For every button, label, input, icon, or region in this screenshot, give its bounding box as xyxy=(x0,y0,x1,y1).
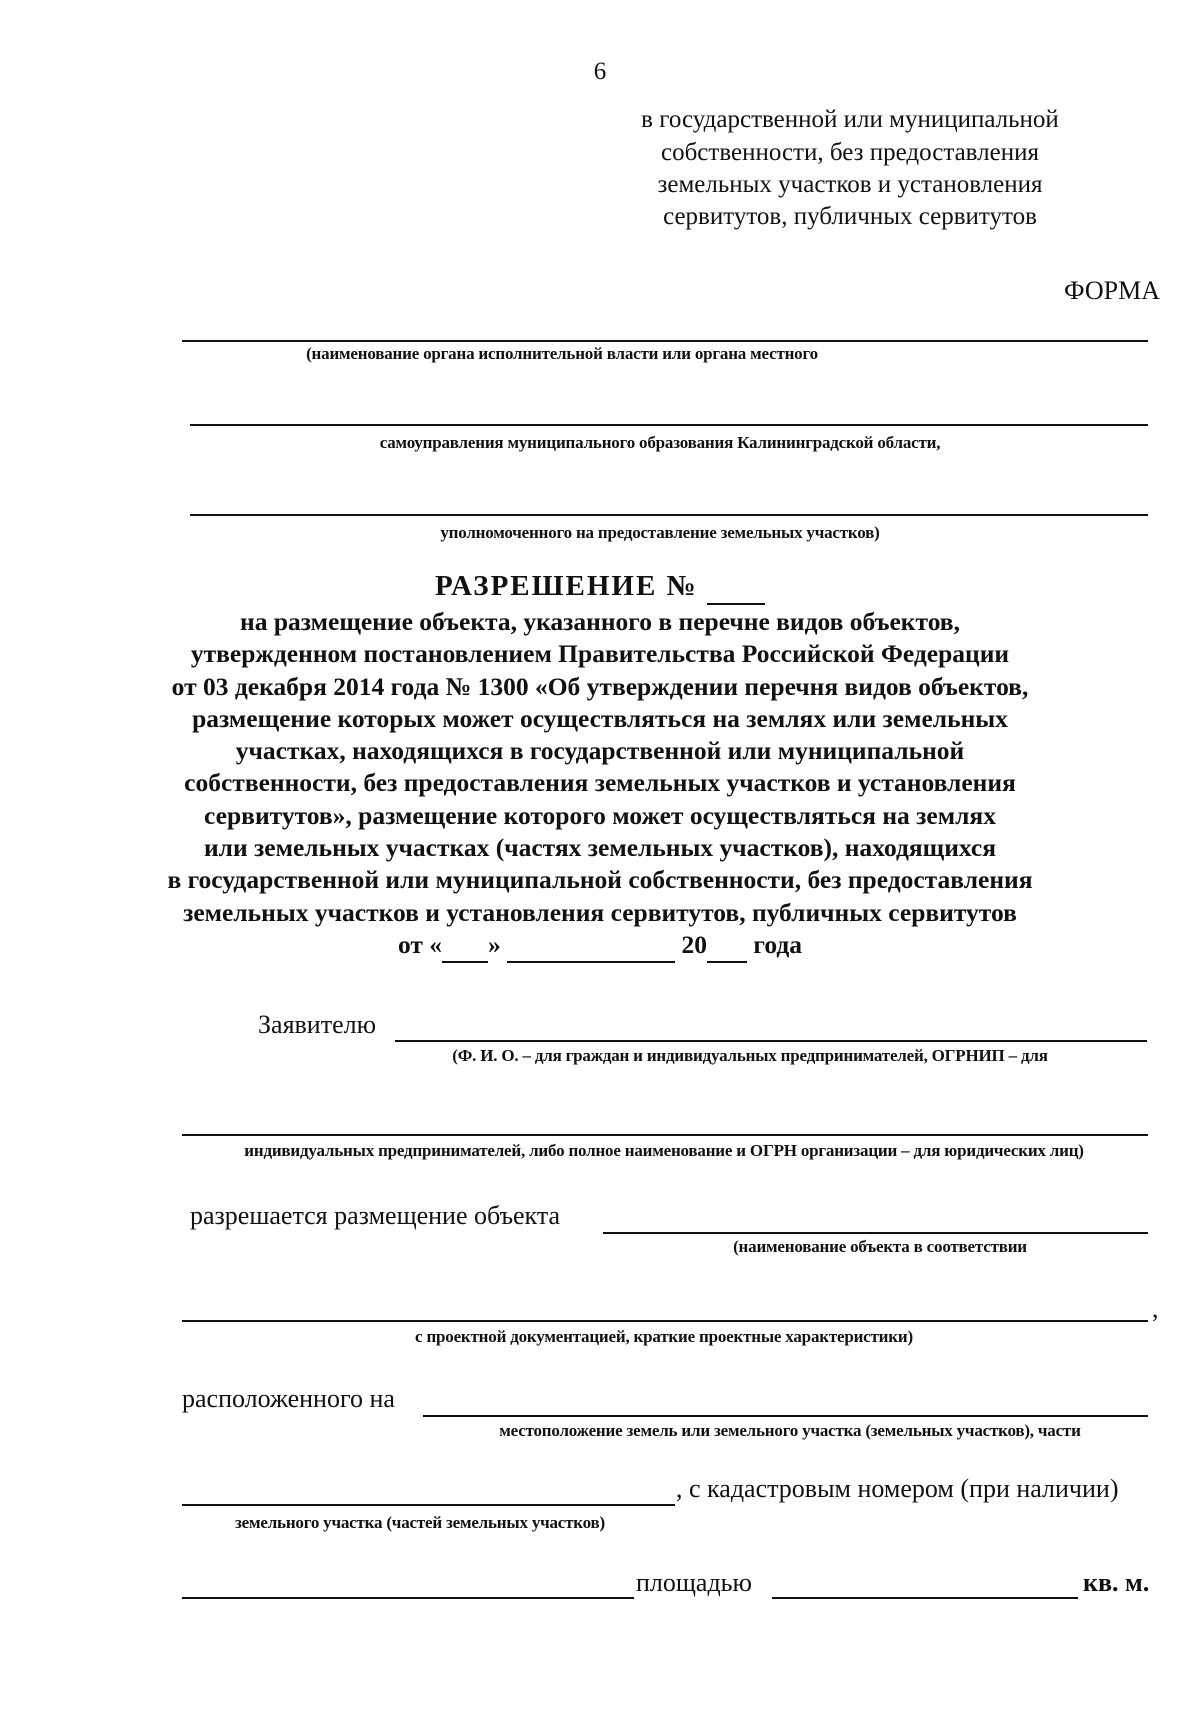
header-line-4: сервитутов, публичных сервитутов xyxy=(663,203,1037,230)
authority-caption-3: уполномоченного на предоставление земельных участков) xyxy=(440,523,880,542)
object-caption-1: (наименование объекта в соответствии xyxy=(733,1237,1027,1256)
applicant-caption-1: (Ф. И. О. – для граждан и индивидуальных предпринимателей, ОГРНИП – для xyxy=(452,1046,1048,1065)
date-day-blank[interactable] xyxy=(442,929,488,963)
date-suffix: года xyxy=(753,929,803,959)
body-line-9: в государственной или муниципальной собственности, без предоставления xyxy=(167,865,1033,895)
date-year-blank[interactable] xyxy=(707,929,747,963)
object-label: разрешается размещение объекта xyxy=(190,1201,561,1230)
header-line-3: земельных участков и установления xyxy=(657,171,1043,198)
applicant-label: Заявителю xyxy=(258,1010,377,1039)
title-body xyxy=(40,606,1160,963)
body-line-3: от 03 декабря 2014 года № 1300 «Об утверждении перечня видов объектов, xyxy=(171,671,1029,701)
object-comma: , xyxy=(1152,1294,1159,1323)
object-line[interactable] xyxy=(603,1232,1148,1234)
date-line xyxy=(40,929,1160,963)
location-label: расположенного на xyxy=(182,1384,395,1413)
location-caption-2: земельного участка (частей земельных участков) xyxy=(235,1513,605,1532)
document-title xyxy=(0,570,1200,605)
authority-line-2[interactable] xyxy=(190,424,1148,426)
body-line-7: сервитутов», размещение которого может осуществляться на землях xyxy=(204,800,996,830)
date-year-prefix: 20 xyxy=(681,929,708,959)
header-line-1: в государственной или муниципальной xyxy=(641,106,1059,133)
date-month-blank[interactable] xyxy=(507,929,675,963)
applicant-line-2[interactable] xyxy=(182,1134,1148,1136)
body-line-10: земельных участков и установления сервитутов, публичных сервитутов xyxy=(183,897,1017,927)
location-caption-1: местоположение земель или земельного участка (земельных участков), части xyxy=(499,1421,1081,1440)
area-label: площадью xyxy=(636,1568,752,1597)
authority-caption-2: самоуправления муниципального образования Калининградской области, xyxy=(379,433,941,452)
authority-line-1[interactable] xyxy=(182,340,1148,342)
page-number: 6 xyxy=(593,58,607,85)
area-value-line[interactable] xyxy=(772,1597,1078,1599)
body-line-6: собственности, без предоставления земельных участков и установления xyxy=(184,768,1016,798)
body-line-4: размещение которых может осуществляться на землях или земельных xyxy=(192,703,1008,733)
body-line-8: или земельных участках (частях земельных участков), находящихся xyxy=(203,833,997,863)
cadastral-text: , с кадастровым номером (при наличии) xyxy=(676,1474,1119,1503)
area-unit: кв. м. xyxy=(1083,1568,1150,1597)
date-quote-close: » xyxy=(488,929,501,959)
applicant-line[interactable] xyxy=(395,1040,1147,1042)
applicant-caption-2: индивидуальных предпринимателей, либо полное наименование и ОГРН организации – для юридических лиц) xyxy=(244,1141,1084,1160)
object-line-2[interactable] xyxy=(182,1320,1148,1322)
area-lead-line[interactable] xyxy=(182,1597,634,1599)
body-line-1: на размещение объекта, указанного в перечне видов объектов, xyxy=(240,607,960,636)
authority-caption-1: (наименование органа исполнительной власти или органа местного xyxy=(306,344,818,363)
header-line-2: собственности, без предоставления xyxy=(660,139,1039,166)
cadastral-line[interactable] xyxy=(182,1504,675,1506)
form-label: ФОРМА xyxy=(1064,276,1160,305)
location-line[interactable] xyxy=(423,1415,1148,1417)
body-line-2: утвержденном постановлением Правительства Российской Федерации xyxy=(190,639,1010,669)
object-caption-2: с проектной документацией, краткие проектные характеристики) xyxy=(415,1327,913,1346)
body-line-5: участках, находящихся в государственной или муниципальной xyxy=(235,736,965,766)
title-text: РАЗРЕШЕНИЕ № xyxy=(435,570,698,602)
permit-number-blank[interactable] xyxy=(707,570,765,605)
authority-line-3[interactable] xyxy=(190,514,1148,516)
date-prefix: от « xyxy=(397,929,443,959)
